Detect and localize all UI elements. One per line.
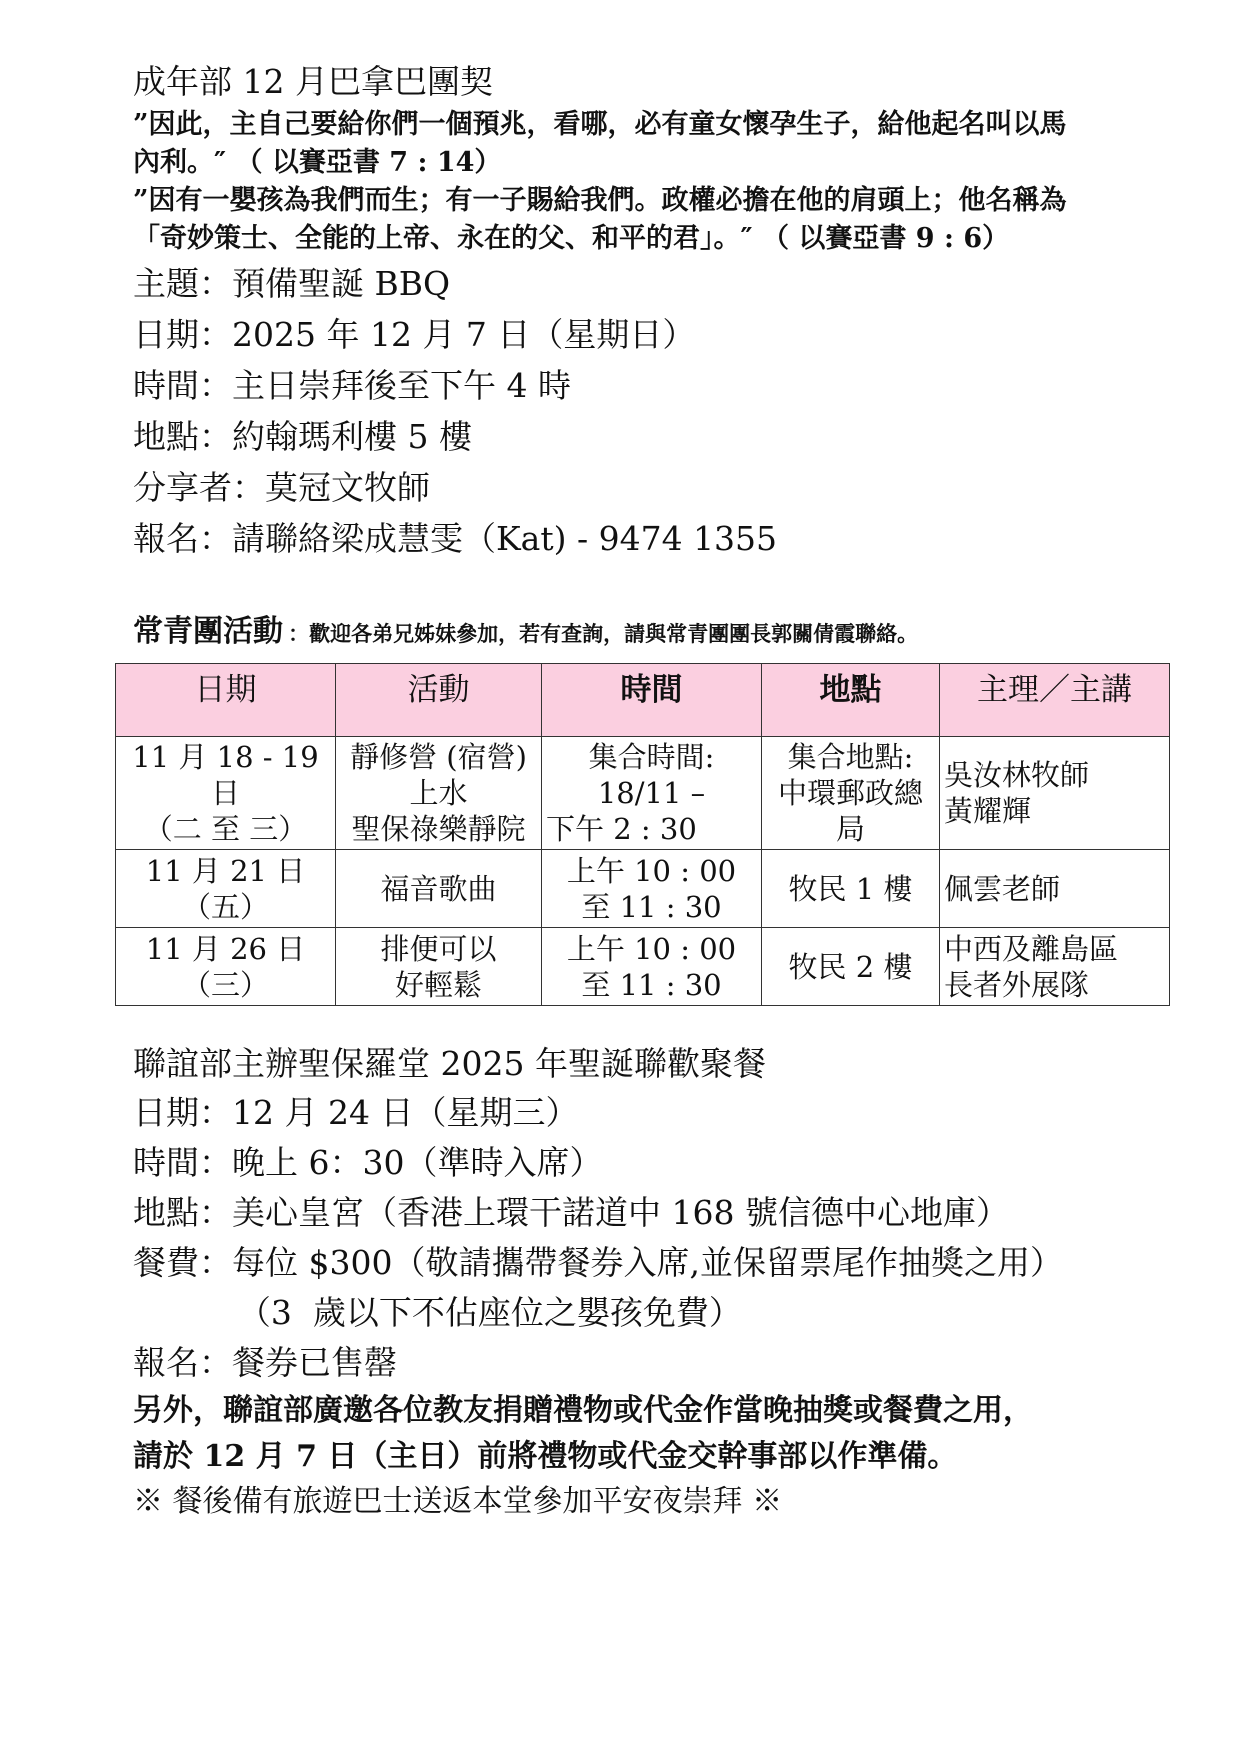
fee-line: 餐費：每位 $300（敬請攜帶餐券入席,並保留票尾作抽獎之用）	[133, 1243, 1063, 1282]
table-header-row	[116, 664, 1170, 737]
date-line: 日期：2025 年 12 月 7 日（星期日）	[133, 315, 696, 354]
section-title: 常青團活動	[133, 614, 283, 649]
cell-date: 11 月 21 日 （五）	[116, 850, 336, 928]
cell-time: 集合時間: 18/11 – 下午 2 : 30	[542, 737, 762, 850]
registration-line: 報名：請聯絡梁成慧雯（Kat) - 9474 1355	[133, 519, 778, 558]
header-activity: 活動	[336, 664, 542, 737]
verse-line: ”因此，主自己要給你們一個預兆，看哪，必有童女懷孕生子，給他起名叫以馬	[133, 109, 1067, 140]
time-line: 時間：主日崇拜後至下午 4 時	[133, 366, 571, 405]
cell-date: 11 月 26 日 （三）	[116, 928, 336, 1006]
verse-line: 「奇妙策士、全能的上帝、永在的父、和平的君」。″ （ 以賽亞書 9 : 6）	[133, 223, 1010, 254]
section-title: 成年部 12 月巴拿巴團契	[133, 62, 493, 101]
header-host: 主理／主講	[940, 664, 1170, 737]
fee-note-line: （3 歲以下不佔座位之嬰孩免費）	[133, 1293, 742, 1332]
cell-host: 吳汝林牧師 黃耀輝	[940, 737, 1170, 850]
event-details	[133, 258, 1173, 564]
time-line: 時間：晚上 6：30（準時入席）	[133, 1143, 603, 1182]
evergreen-heading	[133, 606, 1173, 650]
cell-venue: 牧民 2 樓	[762, 928, 940, 1006]
table-row	[116, 928, 1170, 1006]
cell-date: 11 月 18 - 19 日 （二 至 三）	[116, 737, 336, 850]
verse-line: 內利。″ （ 以賽亞書 7 : 14）	[133, 147, 502, 178]
notice-line: 請於 12 月 7 日（主日）前將禮物或代金交幹事部以作準備。	[133, 1439, 958, 1474]
table-row	[116, 850, 1170, 928]
speaker-line: 分享者：莫冠文牧師	[133, 468, 430, 507]
bible-verses	[133, 106, 1173, 258]
header-date: 日期	[116, 664, 336, 737]
cell-activity: 排便可以 好輕鬆	[336, 928, 542, 1006]
cell-time: 上午 10 : 00 至 11 : 30	[542, 850, 762, 928]
cell-activity: 福音歌曲	[336, 850, 542, 928]
cell-venue: 集合地點: 中環郵政總 局	[762, 737, 940, 850]
cell-venue: 牧民 1 樓	[762, 850, 940, 928]
adult-fellowship-section	[133, 58, 1173, 564]
venue-line: 地點：美心皇宮（香港上環干諾道中 168 號信德中心地庫）	[133, 1193, 1009, 1232]
section-note: ：歡迎各弟兄姊妹參加，若有查詢，請與常青團團長郭關倩霞聯絡。	[288, 621, 919, 646]
venue-line: 地點：約翰瑪利樓 5 樓	[133, 417, 472, 456]
christmas-dinner-section	[133, 1040, 1173, 1524]
date-line: 日期：12 月 24 日（星期三）	[133, 1093, 579, 1132]
cell-activity: 靜修營 (宿營) 上水 聖保祿樂靜院	[336, 737, 542, 850]
section-title: 聯誼部主辦聖保羅堂 2025 年聖誕聯歡聚餐	[133, 1044, 766, 1083]
cell-host: 中西及離島區 長者外展隊	[940, 928, 1170, 1006]
table-row	[116, 737, 1170, 850]
theme-line: 主題：預備聖誕 BBQ	[133, 264, 451, 303]
activities-table	[115, 663, 1170, 1006]
cell-time: 上午 10 : 00 至 11 : 30	[542, 928, 762, 1006]
registration-line: 報名：餐券已售罄	[133, 1343, 397, 1382]
header-time: 時間	[542, 664, 762, 737]
notice-line: 另外，聯誼部廣邀各位教友捐贈禮物或代金作當晚抽獎或餐費之用，	[133, 1393, 1033, 1428]
verse-line: ”因有一嬰孩為我們而生；有一子賜給我們。政權必擔在他的肩頭上；他名稱為	[133, 185, 1067, 216]
header-venue: 地點	[762, 664, 940, 737]
cell-host: 佩雲老師	[940, 850, 1170, 928]
bus-notice-line: ※ 餐後備有旅遊巴士送返本堂參加平安夜崇拜 ※	[133, 1484, 783, 1519]
